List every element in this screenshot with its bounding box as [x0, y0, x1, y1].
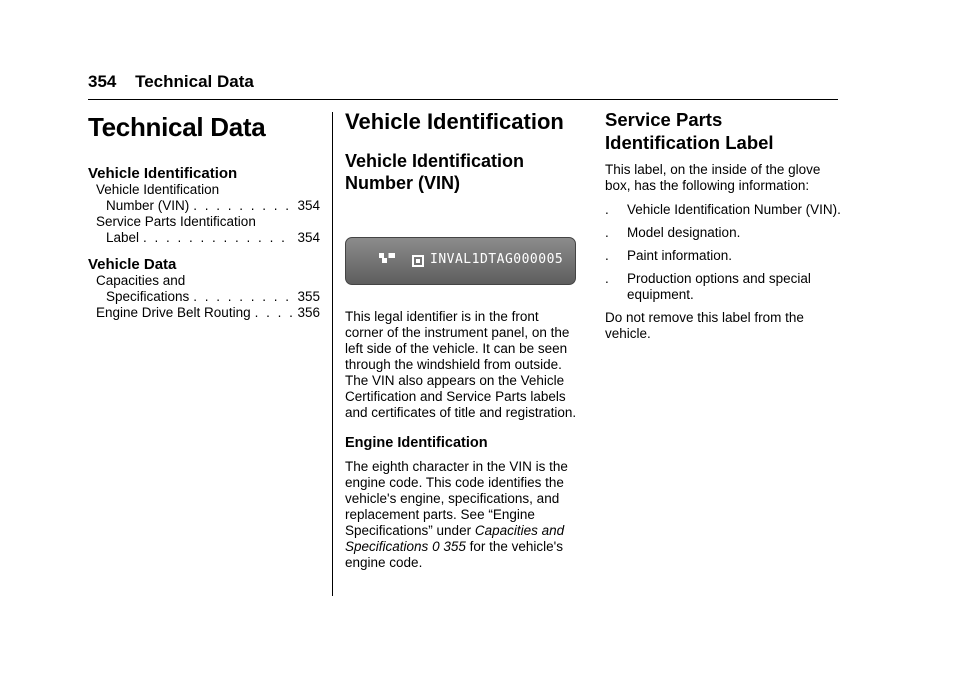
- running-header: [88, 72, 254, 92]
- cross-reference-link[interactable]: Capacities and Specifications: [345, 523, 565, 554]
- page-number: 354: [88, 72, 117, 91]
- service-parts-heading: Service Parts Identification Label: [605, 109, 774, 153]
- toc-entry-capacities[interactable]: Capacities and Specifications . . . 355: [88, 273, 320, 305]
- vin-plate-image: [345, 237, 576, 285]
- list-item: . Production options and special equipment.: [605, 271, 811, 302]
- service-parts-column: [605, 108, 845, 342]
- engine-heading: Engine Identification: [345, 435, 488, 451]
- toc-heading-vehicle-identification: Vehicle Identification: [88, 165, 238, 182]
- header-rule: [88, 99, 838, 100]
- column-divider: [332, 112, 333, 596]
- vin-description: This legal identifier is in the front corner of the instrument panel, on the left side of the vehicle. It can be seen through the windshield from outside. The VIN also appears on the Vehicle Certification and Service Parts labels and certificates of title and registration.: [345, 309, 577, 420]
- vin-code-text: INVAL1DTAG000005: [430, 252, 564, 267]
- vehicle-identification-column: [345, 108, 580, 571]
- engine-description: The eighth character in the VIN is the engine code. This code identifies the vehicle's engine, specifications, and replacement parts. See “Engine Specifications” under Capacities and Specifications 0 355 for the vehicle's engine code.: [345, 459, 568, 570]
- toc-entry-vin[interactable]: Vehicle Identification Number (VIN) . . . 354: [88, 182, 320, 214]
- chapter-title: Technical Data: [88, 112, 266, 142]
- barcode-icon: [379, 253, 395, 269]
- section-title: Technical Data: [135, 72, 254, 91]
- toc-entry-service-parts-label[interactable]: Service Parts Identification Label . . . 354: [88, 214, 320, 246]
- toc-entry-belt-routing[interactable]: Engine Drive Belt Routing . . . 356: [88, 305, 320, 321]
- list-item: . Model designation.: [605, 225, 741, 240]
- square-marker-icon: [412, 255, 424, 267]
- label-intro: This label, on the inside of the glove box, has the following information:: [605, 162, 821, 193]
- vin-heading: Vehicle Identification Number (VIN): [345, 151, 525, 193]
- toc-heading-vehicle-data: Vehicle Data: [88, 256, 177, 273]
- chapter-toc: [88, 108, 320, 321]
- list-item: . Paint information.: [605, 248, 733, 263]
- page-reference[interactable]: 0 355: [432, 539, 466, 554]
- label-warning: Do not remove this label from the vehicle.: [605, 310, 804, 341]
- label-info-list: [605, 202, 845, 303]
- list-item: . Vehicle Identification Number (VIN).: [605, 202, 841, 217]
- section-heading: Vehicle Identification: [345, 109, 564, 134]
